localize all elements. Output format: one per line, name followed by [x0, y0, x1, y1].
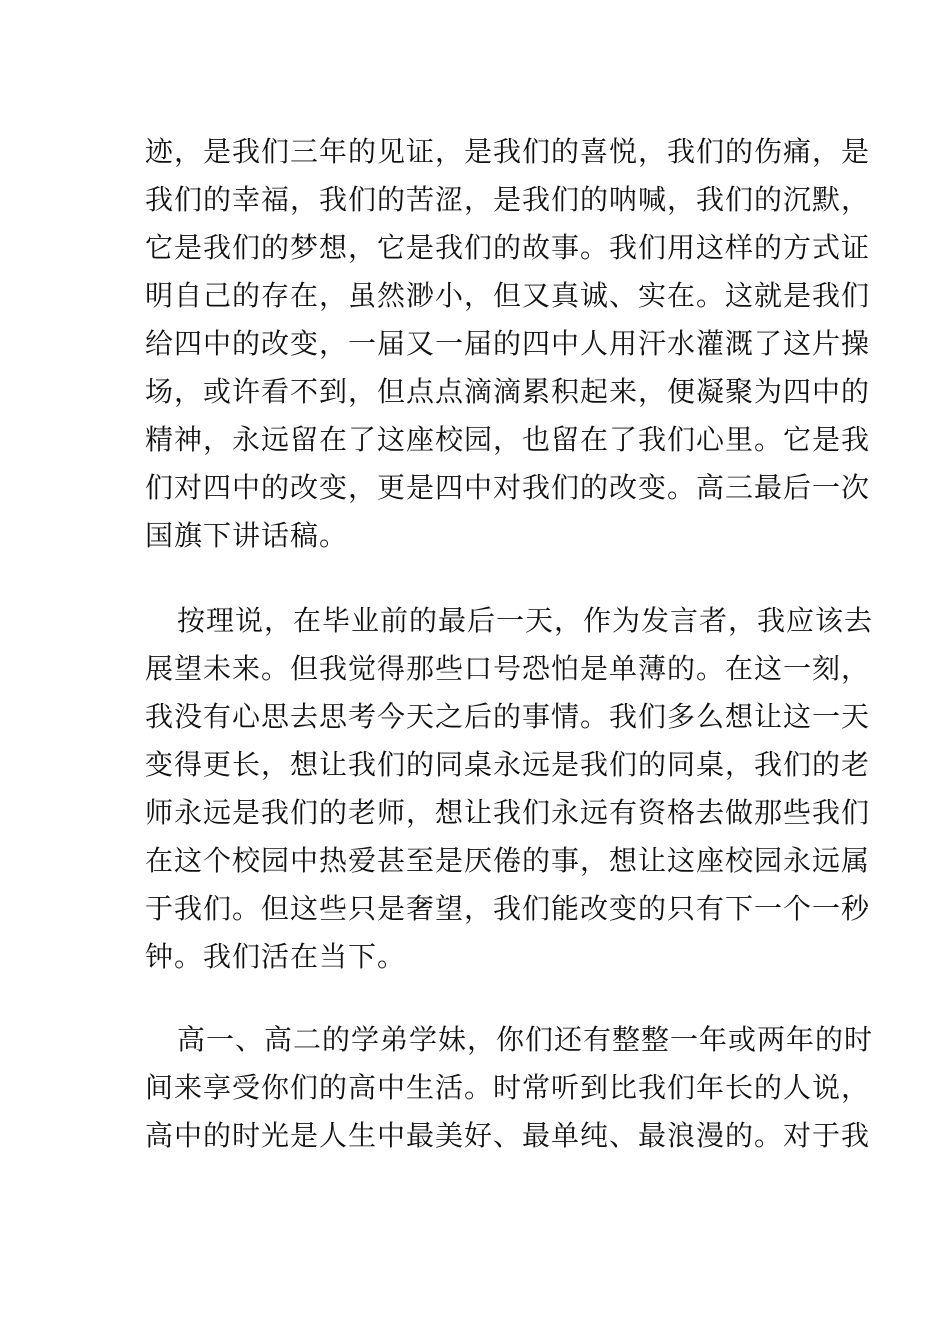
paragraph-line: 于我们。但这些只是奢望，我们能改变的只有下一个一秒 — [145, 892, 871, 925]
paragraph-3 — [145, 1016, 874, 1160]
paragraph-line: 我们的幸福，我们的苦涩，是我们的呐喊，我们的沉默， — [145, 183, 871, 216]
paragraph-line: 变得更长，想让我们的同桌永远是我们的同桌，我们的老 — [145, 748, 871, 781]
paragraph-1 — [145, 128, 871, 560]
paragraph-line: 精神，永远留在了这座校园，也留在了我们心里。它是我 — [145, 423, 871, 456]
paragraph-2 — [145, 597, 874, 981]
paragraph-line: 场，或许看不到，但点点滴滴累积起来，便凝聚为四中的 — [145, 375, 871, 408]
paragraph-line: 给四中的改变，一届又一届的四中人用汗水灌溉了这片操 — [145, 327, 871, 360]
paragraph-line: 展望未来。但我觉得那些口号恐怕是单薄的。在这一刻， — [145, 652, 871, 685]
paragraph-line: 在这个校园中热爱甚至是厌倦的事，想让这座校园永远属 — [145, 844, 871, 877]
paragraph-line: 师永远是我们的老师，想让我们永远有资格去做那些我们 — [145, 796, 871, 829]
paragraph-line: 明自己的存在，虽然渺小，但又真诚、实在。这就是我们 — [145, 279, 871, 312]
paragraph-line: 国旗下讲话稿。 — [145, 519, 349, 552]
paragraph-line: 间来享受你们的高中生活。时常听到比我们年长的人说， — [145, 1071, 871, 1104]
paragraph-line: 它是我们的梦想，它是我们的故事。我们用这样的方式证 — [145, 231, 871, 264]
paragraph-line: 我没有心思去思考今天之后的事情。我们多么想让这一天 — [145, 700, 871, 733]
paragraph-line: 们对四中的改变，更是四中对我们的改变。高三最后一次 — [145, 471, 871, 504]
paragraph-line: 按理说，在毕业前的最后一天，作为发言者，我应该去 — [177, 604, 874, 637]
paragraph-line: 高一、高二的学弟学妹，你们还有整整一年或两年的时 — [177, 1023, 874, 1056]
paragraph-line: 高中的时光是人生中最美好、最单纯、最浪漫的。对于我 — [145, 1119, 871, 1152]
paragraph-line: 钟。我们活在当下。 — [145, 940, 407, 973]
paragraph-line: 迹，是我们三年的见证，是我们的喜悦，我们的伤痛，是 — [145, 135, 871, 168]
